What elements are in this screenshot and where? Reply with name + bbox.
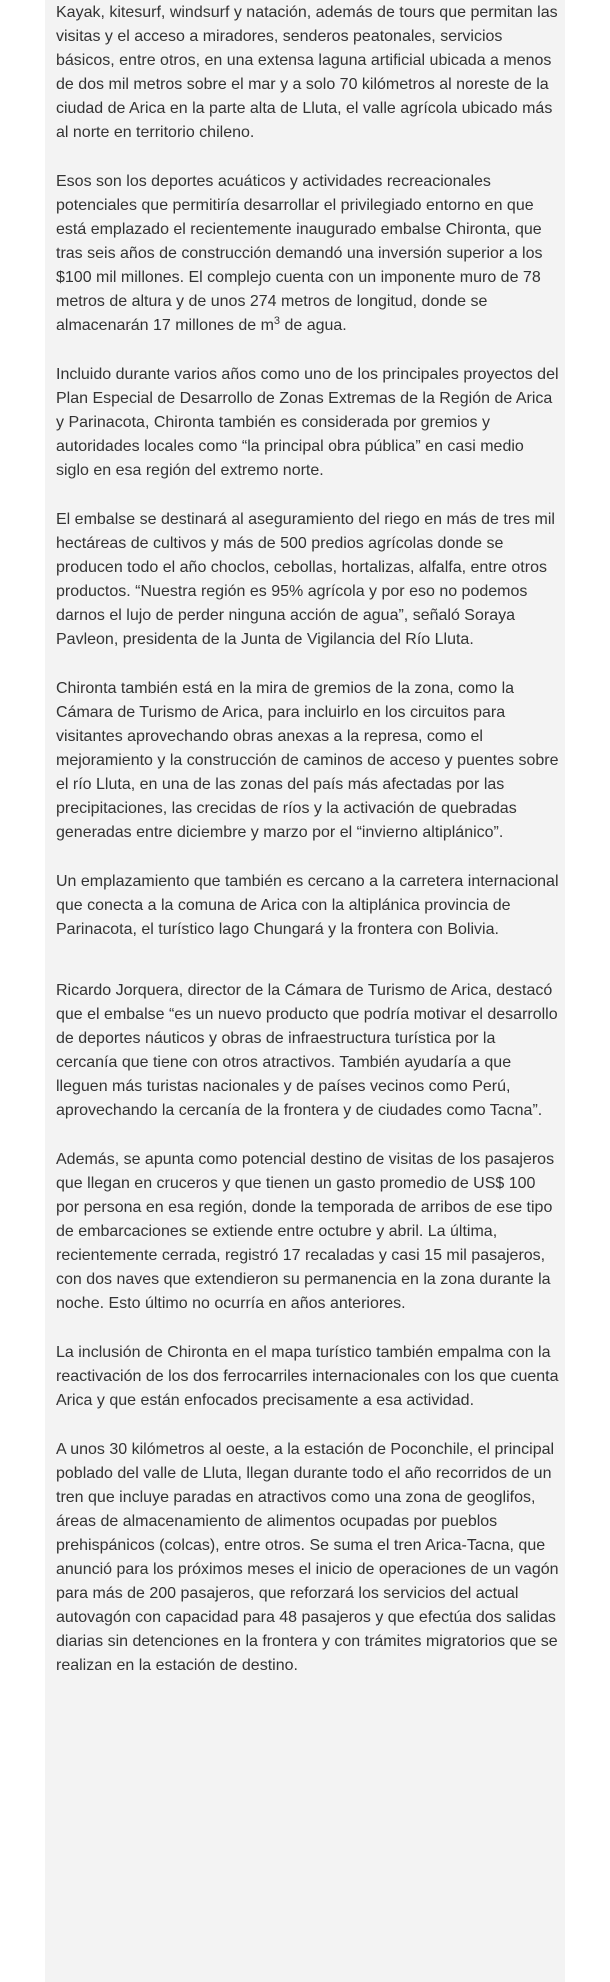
paragraph-4: El embalse se destinará al aseguramiento del riego en más de tres mil hectáreas de cultivos y más de 500 predios agrícolas donde se producen todo el año choclos, cebollas, hortalizas, alfalfa, entre otros productos. “Nuestra región es 95% agrícola y por eso no podemos darnos el lujo de perder ninguna acción de agua”, señaló Soraya Pavleon, presidenta de la Junta de Vigilancia del Río Lluta. [56,511,555,648]
paragraph-2 [56,170,561,338]
paragraph-8: Además, se apunta como potencial destino de visitas de los pasajeros que llegan en cruceros y que tienen un gasto promedio de US$ 100 por persona en esa región, donde la temporada de arribos de ese tipo de embarcaciones se extiende entre octubre y abril. La última, recientemente cerrada, registró 17 recaladas y casi 15 mil pasajeros, con dos naves que extendieron su permanencia en la zona durante la noche. Esto último no ocurría en años anteriores. [56,1151,555,1312]
paragraph-1: Kayak, kitesurf, windsurf y natación, además de tours que permitan las visitas y el acceso a miradores, senderos peatonales, servicios básicos, entre otros, en una extensa laguna artificial ubicada a menos de dos mil metros sobre el mar y a solo 70 kilómetros al noreste de la ciudad de Arica en la parte alta de Lluta, el valle agrícola ubicado más al norte en territorio chileno. [56,4,558,141]
paragraph-2-text: Esos son los deportes acuáticos y actividades recreacionales potenciales que permitiría desarrollar el privilegiado entorno en que está emplazado el recientemente inaugurado embalse Chironta, que tras seis años de construcción demandó una inversión superior a los $100 mil millones. El complejo cuenta con un imponente muro de 78 metros de altura y de unos 274 metros de longitud, donde se almacenarán 17 millones de m [56,173,543,334]
paragraph-9: La inclusión de Chironta en el mapa turístico también empalma con la reactivación de los dos ferrocarriles internacionales con los que cuenta Arica y que están enfocados precisamente a esa actividad. [56,1344,559,1409]
cubic-superscript: 3 [273,315,281,327]
article-body [45,0,565,1982]
paragraph-5: Chironta también está en la mira de gremios de la zona, como la Cámara de Turismo de Arica, para incluirlo en los circuitos para visitantes aprovechando obras anexas a la represa, como el mejoramiento y la construcción de caminos de acceso y puentes sobre el río Lluta, en una de las zonas del país más afectadas por las precipitaciones, las crecidas de ríos y la activación de quebradas generadas entre diciembre y marzo por el “invierno altiplánico”. [56,680,559,841]
paragraph-6: Un emplazamiento que también es cercano a la carretera internacional que conecta a la comuna de Arica con la altiplánica provincia de Parinacota, el turístico lago Chungará y la frontera con Bolivia. [56,873,559,938]
paragraph-3: Incluido durante varios años como uno de los principales proyectos del Plan Especial de Desarrollo de Zonas Extremas de la Región de Arica y Parinacota, Chironta también es considerada por gremios y autoridades locales como “la principal obra pública” en casi medio siglo en esa región del extremo norte. [56,366,559,479]
paragraph-7: Ricardo Jorquera, director de la Cámara de Turismo de Arica, destacó que el embalse “es un nuevo producto que podría motivar el desarrollo de deportes náuticos y obras de infraestructura turística por la cercanía que tiene con otros atractivos. También ayudaría a que lleguen más turistas nacionales y de países vecinos como Perú, aprovechando la cercanía de la frontera y de ciudades como Tacna”. [56,982,558,1119]
paragraph-2-end: de agua. [280,317,347,334]
paragraph-10: A unos 30 kilómetros al oeste, a la estación de Poconchile, el principal poblado del valle de Lluta, llegan durante todo el año recorridos de un tren que incluye paradas en atractivos como una zona de geoglifos, áreas de almacenamiento de alimentos ocupadas por pueblos prehispánicos (colcas), entre otros. Se suma el tren Arica-Tacna, que anunció para los próximos meses el inicio de operaciones de un vagón para más de 200 pasajeros, que reforzará los servicios del actual autovagón con capacidad para 48 pasajeros y que efectúa dos salidas diarias sin detenciones en la frontera y con trámites migratorios que se realizan en la estación de destino. [56,1441,559,1674]
